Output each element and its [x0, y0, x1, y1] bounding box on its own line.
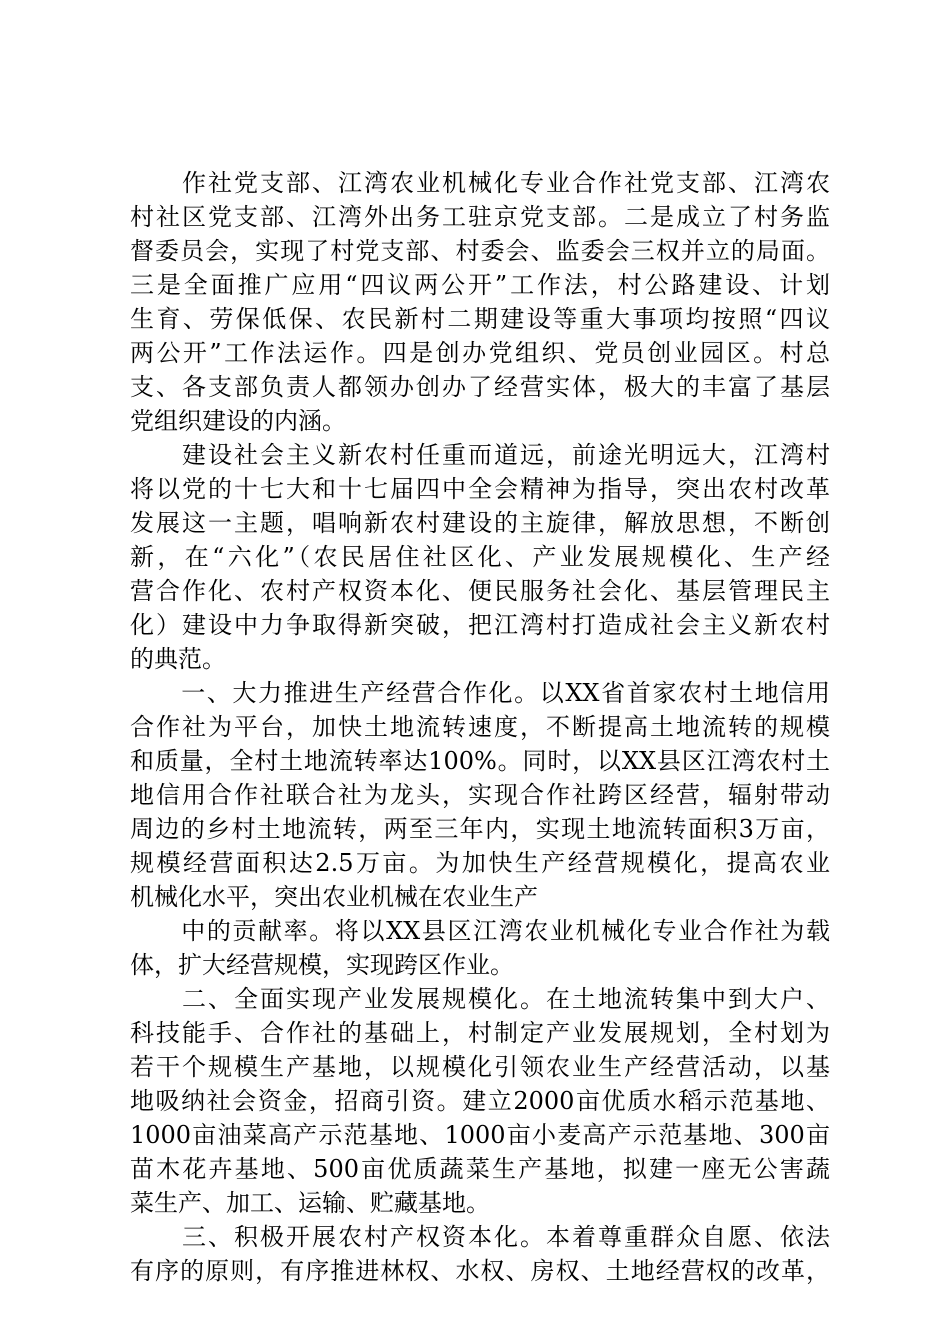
- text-line: 合作社为平台，加快土地流转速度，不断提高土地流转的规模: [130, 713, 830, 741]
- text-line: 两公开”工作法运作。四是创办党组织、党员创业园区。村总: [130, 339, 830, 367]
- paragraph-p3: [130, 676, 830, 914]
- text-line: 科技能手、合作社的基础上，村制定产业发展规划，全村划为: [130, 1019, 830, 1047]
- text-line: 党组织建设的内涵。: [130, 407, 346, 435]
- paragraph-p6: [130, 1220, 830, 1288]
- text-line: 将以党的十七大和十七届四中全会精神为指导，突出农村改革: [130, 475, 830, 503]
- text-line: 发展这一主题，唱响新农村建设的主旋律，解放思想，不断创: [130, 509, 830, 537]
- text-line: 若干个规模生产基地，以规模化引领农业生产经营活动，以基: [130, 1053, 830, 1081]
- text-line: 周边的乡村土地流转，两至三年内，实现土地流转面积3万亩，: [130, 815, 830, 843]
- text-line: 化）建设中力争取得新突破，把江湾村打造成社会主义新农村: [130, 611, 830, 639]
- text-line: 菜生产、加工、运输、贮藏基地。: [130, 1189, 490, 1217]
- document-page: [130, 166, 830, 1288]
- text-line: 中的贡献率。将以XX县区江湾农业机械化专业合作社为载: [130, 917, 830, 945]
- paragraph-p4: [130, 914, 830, 982]
- text-line: 一、大力推进生产经营合作化。以XX省首家农村土地信用: [130, 679, 830, 707]
- text-line: 体，扩大经营规模，实现跨区作业。: [130, 951, 514, 979]
- text-line: 地信用合作社联合社为龙头，实现合作社跨区经营，辐射带动: [130, 781, 830, 809]
- text-line: 三是全面推广应用“四议两公开”工作法，村公路建设、计划: [130, 271, 830, 299]
- text-line: 有序的原则，有序推进林权、水权、房权、土地经营权的改革，: [130, 1257, 830, 1285]
- text-line: 督委员会，实现了村党支部、村委会、监委会三权并立的局面。: [130, 237, 830, 265]
- text-line: 作社党支部、江湾农业机械化专业合作社党支部、江湾农: [130, 169, 830, 197]
- text-line: 营合作化、农村产权资本化、便民服务社会化、基层管理民主: [130, 577, 830, 605]
- text-line: 地吸纳社会资金，招商引资。建立2000亩优质水稻示范基地、: [130, 1087, 830, 1115]
- paragraph-p2: [130, 438, 830, 676]
- paragraph-p5: [130, 982, 830, 1220]
- text-line: 苗木花卉基地、500亩优质蔬菜生产基地，拟建一座无公害蔬: [130, 1155, 830, 1183]
- text-line: 建设社会主义新农村任重而道远，前途光明远大，江湾村: [130, 441, 830, 469]
- text-line: 三、积极开展农村产权资本化。本着尊重群众自愿、依法: [130, 1223, 830, 1251]
- text-line: 新，在“六化”（农民居住社区化、产业发展规模化、生产经: [130, 543, 830, 571]
- text-line: 和质量，全村土地流转率达100%。同时，以XX县区江湾农村土: [130, 747, 830, 775]
- text-line: 生育、劳保低保、农民新村二期建设等重大事项均按照“四议: [130, 305, 830, 333]
- text-line: 支、各支部负责人都领办创办了经营实体，极大的丰富了基层: [130, 373, 830, 401]
- text-line: 村社区党支部、江湾外出务工驻京党支部。二是成立了村务监: [130, 203, 830, 231]
- text-line: 规模经营面积达2.5万亩。为加快生产经营规模化，提高农业: [130, 849, 830, 877]
- paragraph-p1: [130, 166, 830, 438]
- text-line: 机械化水平，突出农业机械在农业生产: [130, 883, 538, 911]
- text-line: 二、全面实现产业发展规模化。在土地流转集中到大户、: [130, 985, 830, 1013]
- text-line: 1000亩油菜高产示范基地、1000亩小麦高产示范基地、300亩: [130, 1121, 830, 1149]
- text-line: 的典范。: [130, 645, 226, 673]
